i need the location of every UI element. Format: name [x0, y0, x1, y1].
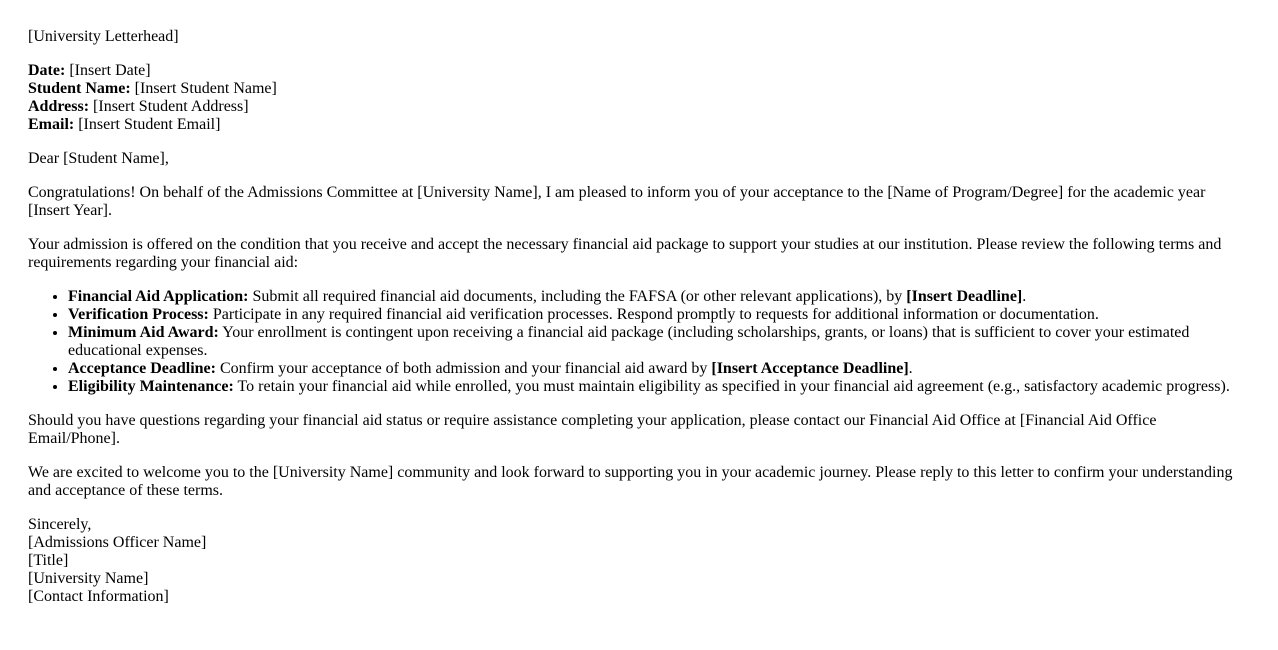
date-line	[28, 62, 1248, 80]
term-label: Minimum Aid Award:	[68, 324, 219, 341]
email-label: Email:	[28, 116, 75, 133]
term-label: Eligibility Maintenance:	[68, 378, 234, 395]
letter-document	[28, 28, 1248, 622]
letterhead: [University Letterhead]	[28, 28, 179, 45]
term-tail: .	[908, 360, 913, 377]
term-text: Confirm your acceptance of both admission and your financial aid award by	[215, 360, 712, 377]
term-deadline: [Insert Deadline]	[906, 288, 1023, 305]
closing: Sincerely,	[28, 516, 92, 533]
list-item	[68, 360, 1248, 378]
list-item	[68, 288, 1248, 306]
address-value: [Insert Student Address]	[89, 98, 249, 115]
condition-paragraph: Your admission is offered on the condition that you receive and accept the necessary financial aid package to support your studies at our institution. Please review the following terms and requirements regarding your financial aid:	[28, 236, 1222, 271]
term-text: To retain your financial aid while enrolled, you must maintain eligibility as specified in your financial aid agreement (e.g., satisfactory academic progress).	[233, 378, 1230, 395]
term-deadline: [Insert Acceptance Deadline]	[711, 360, 909, 377]
financial-aid-terms-list	[28, 288, 1248, 396]
date-label: Date:	[28, 62, 66, 79]
list-item	[68, 378, 1248, 396]
address-label: Address:	[28, 98, 90, 115]
contact-information: [Contact Information]	[28, 588, 169, 605]
term-text: Submit all required financial aid documents, including the FAFSA (or other relevant applications), by	[248, 288, 907, 305]
signature-block	[28, 516, 1248, 606]
term-text: Your enrollment is contingent upon receiving a financial aid package (including scholarships, grants, or loans) that is sufficient to cover your estimated educational expenses.	[68, 324, 1190, 359]
student-name-value: [Insert Student Name]	[130, 80, 277, 97]
welcome-paragraph: We are excited to welcome you to the [University Name] community and look forward to supporting you in your academic journey. Please reply to this letter to confirm your understanding and acceptance of these terms.	[28, 464, 1233, 499]
officer-name: [Admissions Officer Name]	[28, 534, 207, 551]
officer-title: [Title]	[28, 552, 69, 569]
term-tail: .	[1022, 288, 1027, 305]
student-name-line	[28, 80, 1248, 98]
term-label: Financial Aid Application:	[68, 288, 249, 305]
term-text: Participate in any required financial aid verification processes. Respond promptly to requests for additional information or documentation.	[208, 306, 1099, 323]
list-item	[68, 306, 1248, 324]
term-label: Acceptance Deadline:	[68, 360, 216, 377]
address-line	[28, 98, 1248, 116]
salutation: Dear [Student Name],	[28, 150, 169, 167]
recipient-header	[28, 62, 1248, 134]
email-line	[28, 116, 1248, 134]
university-name: [University Name]	[28, 570, 149, 587]
term-label: Verification Process:	[68, 306, 209, 323]
date-value: [Insert Date]	[65, 62, 151, 79]
list-item	[68, 324, 1248, 360]
questions-paragraph: Should you have questions regarding your financial aid status or require assistance completing your application, please contact our Financial Aid Office at [Financial Aid Office Email/Phone].	[28, 412, 1157, 447]
email-value: [Insert Student Email]	[74, 116, 221, 133]
congratulations-paragraph: Congratulations! On behalf of the Admissions Committee at [University Name], I am pleased to inform you of your acceptance to the [Name of Program/Degree] for the academic year [Insert Year].	[28, 184, 1206, 219]
student-name-label: Student Name:	[28, 80, 131, 97]
